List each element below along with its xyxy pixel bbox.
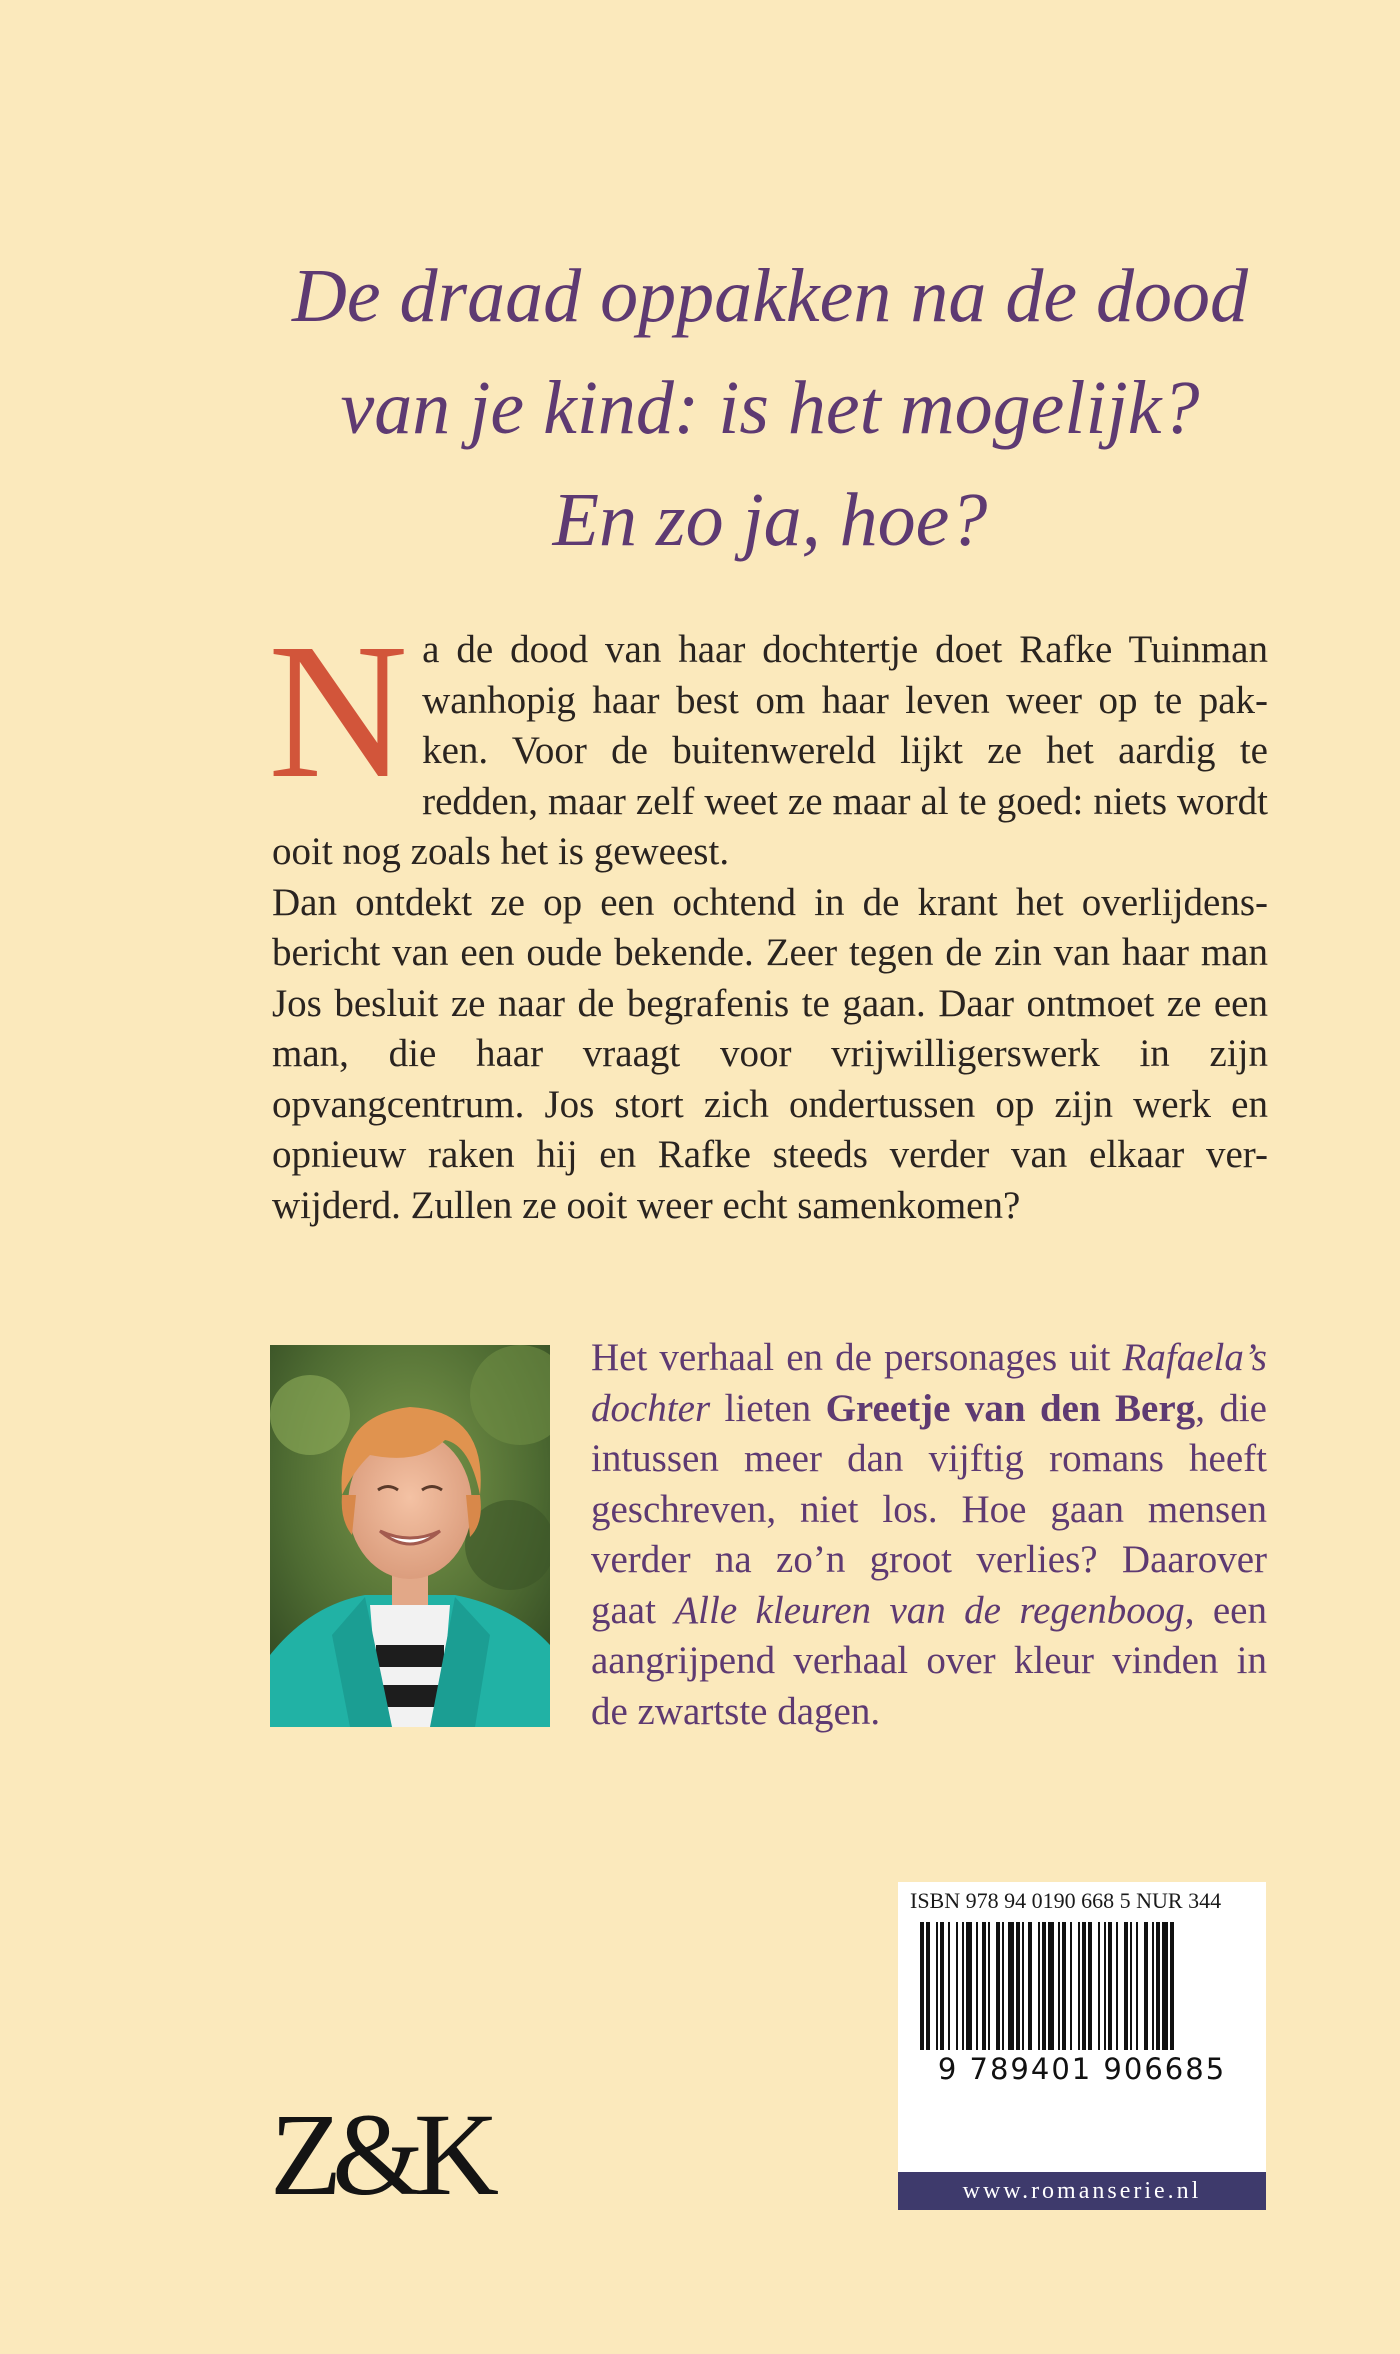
previous-book-title: Rafaela’s dochter [591, 1336, 1267, 1430]
isbn-label: ISBN 978 94 0190 668 5 NUR 344 [910, 1888, 1222, 1913]
blurb-paragraph-1 [268, 603, 1268, 878]
author-bio-text-4: , een aangrijpend verhaal over kleur vinden in de zwartste dagen. [591, 1588, 1267, 1733]
barcode-bars [920, 1922, 1244, 2050]
author-bio-text-2: lieten [710, 1386, 826, 1430]
tagline-line-3: En zo ja, hoe? [552, 478, 988, 562]
blurb [268, 603, 1268, 1231]
author-bio-text-1: Het verhaal en de personages uit [591, 1336, 1123, 1379]
publisher-logo [270, 2085, 500, 2235]
author-bio-paragraph [591, 1333, 1267, 1737]
author-bio-text-3: , die intussen meer dan vijftig romans heeft geschreven, niet los. Hoe gaan mensen verder na zo’n groot verlies? Daarover gaat [591, 1386, 1267, 1632]
blurb-paragraph-1-text: a de dood van haar dochtertje doet Rafke Tuinman wanhopig haar best om haar leven weer op te pak-ken. Voor de buitenwereld lijkt ze het aardig te redden, maar zelf weet ze maar al te goed: niets wordt ooit nog zoals het is geweest. [272, 628, 1268, 873]
author-bio [591, 1333, 1267, 1737]
tagline [230, 240, 1310, 576]
author-photo [270, 1345, 550, 1727]
publisher-logo-text: Z&K [270, 2089, 490, 2220]
drop-cap: N [268, 603, 409, 818]
barcode-digits: 9 789401 906685 [937, 2052, 1227, 2086]
book-title: Alle kleuren van de regenboog [674, 1588, 1185, 1632]
website-url[interactable]: www.romanserie.nl [898, 2172, 1266, 2210]
author-name: Greetje van den Berg [825, 1386, 1196, 1430]
tagline-line-1: De draad oppakken na de dood [291, 254, 1249, 338]
blurb-paragraph-2: Dan ontdekt ze op een ochtend in de krant het overlijdens-bericht van een oude bekende. Zeer tegen de zin van haar man Jos besluit ze naar de begrafenis te gaan. Daar ontmoet ze een man, die haar vraagt voor vrijwilligerswerk in zijn opvangcentrum. Jos stort zich ondertussen op zijn werk en opnieuw raken hij en Rafke steeds verder van elkaar ver-wijderd. Zullen ze ooit weer echt samenkomen? [272, 880, 1268, 1227]
tagline-line-2: van je kind: is het mogelijk? [340, 366, 1200, 450]
barcode [898, 1882, 1266, 2172]
